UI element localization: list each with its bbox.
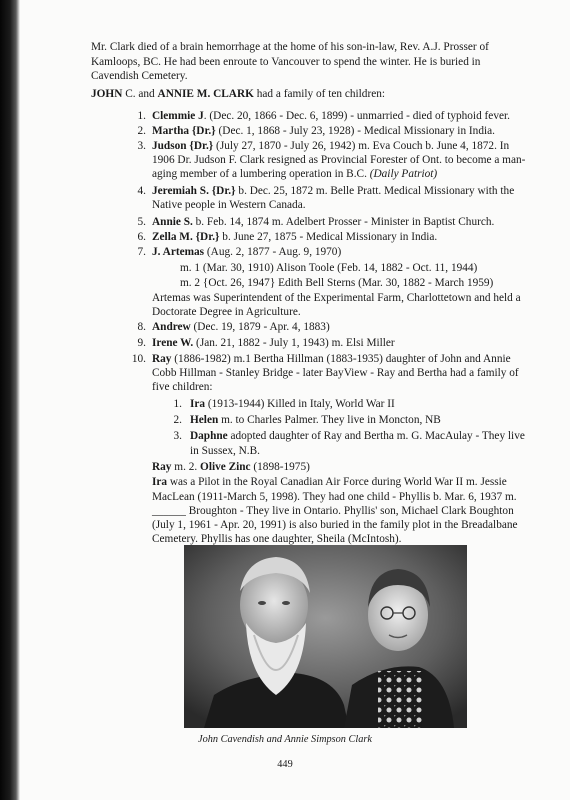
- child-item: Ray (1886-1982) m.1 Bertha Hillman (1883-1935) daughter of John and Annie: [152, 353, 511, 365]
- sublist-number: 2.: [173, 414, 182, 426]
- child-item-cont: 1906 Dr. Judson F. Clark resigned as Provincial Forester of Ont. to become a man-: [152, 154, 526, 166]
- portrait-image: [184, 545, 467, 728]
- intro-line-1: Mr. Clark died of a brain hemorrhage at the home of his son-in-law, Rev. A.J. Prosser of: [91, 41, 489, 53]
- list-number: 10.: [131, 353, 146, 365]
- ira-paragraph-cont: Cemetery. Phyllis has one daughter, Sheila (McIntosh).: [152, 533, 402, 545]
- marriage-line-1: m. 1 (Mar. 30, 1910) Alison Toole (Feb. 14, 1882 - Oct. 11, 1944): [180, 262, 478, 274]
- grandchild-item: Daphne adopted daughter of Ray and Bertha m. G. MacAulay - They live: [190, 430, 525, 442]
- family-name-john: JOHN: [91, 88, 123, 100]
- list-number: 1.: [137, 110, 146, 122]
- ira-paragraph-cont: MacLean (1911-March 5, 1998). They had one child - Phyllis b. Mar. 6, 1937 m.: [152, 491, 517, 503]
- family-name-annie: ANNIE M. CLARK: [157, 88, 254, 100]
- child-item: Jeremiah S. {Dr.} b. Dec. 25, 1872 m. Belle Pratt. Medical Missionary with the: [152, 185, 515, 197]
- photo-caption: John Cavendish and Annie Simpson Clark: [198, 734, 372, 745]
- family-intro: JOHN C. and ANNIE M. CLARK had a family of ten children:: [91, 88, 386, 100]
- intro-line-2: Kamloops, BC. He had been enroute to Vancouver to spend the winter. He is buried in: [91, 56, 481, 68]
- ira-paragraph: Ira was a Pilot in the Royal Canadian Air Force during World War II m. Jessie: [152, 476, 507, 488]
- sublist-number: 3.: [173, 430, 182, 442]
- list-number: 3.: [137, 140, 146, 152]
- child-item-cont: Native people in Western Canada.: [152, 199, 306, 211]
- child-item: Andrew (Dec. 19, 1879 - Apr. 4, 1883): [152, 321, 330, 333]
- list-number: 6.: [137, 231, 146, 243]
- child-item-cont: Cobb Hillman - Stanley Bridge - later BayView - Ray and Bertha had a family of: [152, 367, 519, 379]
- list-number: 5.: [137, 216, 146, 228]
- child-item-cont: five children:: [152, 381, 213, 393]
- marriage-line-2: m. 2 {Oct. 26, 1947} Edith Bell Sterns (Mar. 30, 1882 - March 1959): [180, 277, 494, 289]
- list-number: 9.: [137, 337, 146, 349]
- child-item: Martha {Dr.} (Dec. 1, 1868 - July 23, 1928) - Medical Missionary in India.: [152, 125, 495, 137]
- child-item-cont: Doctorate Degree in Agriculture.: [152, 306, 301, 318]
- grandchild-item: Ira (1913-1944) Killed in Italy, World War II: [190, 398, 395, 410]
- list-number: 4.: [137, 185, 146, 197]
- child-item: Zella M. {Dr.} b. June 27, 1875 - Medical Missionary in India.: [152, 231, 438, 243]
- child-item: Irene W. (Jan. 21, 1882 - July 1, 1943) m. Elsi Miller: [152, 337, 395, 349]
- grandchild-item: Helen m. to Charles Palmer. They live in Moncton, NB: [190, 414, 441, 426]
- list-number: 8.: [137, 321, 146, 333]
- child-item: Clemmie J. (Dec. 20, 1866 - Dec. 6, 1899) - unmarried - died of typhoid fever.: [152, 110, 510, 122]
- intro-line-3: Cavendish Cemetery.: [91, 70, 188, 82]
- sublist-number: 1.: [173, 398, 182, 410]
- child-item: Annie S. b. Feb. 14, 1874 m. Adelbert Prosser - Minister in Baptist Church.: [152, 216, 495, 228]
- second-marriage: Ray m. 2. Olive Zinc (1898-1975): [152, 461, 310, 473]
- ira-paragraph-cont: (July 1, 1961 - Apr. 20, 1991) is also buried in the family plot in the Breadalbane: [152, 519, 518, 531]
- grandchild-item-cont: in Sussex, N.B.: [190, 445, 260, 457]
- list-number: 2.: [137, 125, 146, 137]
- page-number: 449: [277, 759, 293, 770]
- child-item: J. Artemas (Aug. 2, 1877 - Aug. 9, 1970): [152, 246, 342, 258]
- ira-paragraph-cont: ______ Broughton - They live in Ontario. Phyllis' son, Michael Clark Boughton: [152, 505, 514, 517]
- child-item: Judson {Dr.} (July 27, 1870 - July 26, 1942) m. Eva Couch b. June 4, 1872. In: [152, 140, 510, 152]
- child-item-cont: Artemas was Superintendent of the Experimental Farm, Charlottetown and held a: [152, 292, 521, 304]
- portrait-photo: [184, 545, 467, 728]
- child-item-cont: aging member of a lumbering operation in B.C. (Daily Patriot): [152, 168, 438, 180]
- list-number: 7.: [137, 246, 146, 258]
